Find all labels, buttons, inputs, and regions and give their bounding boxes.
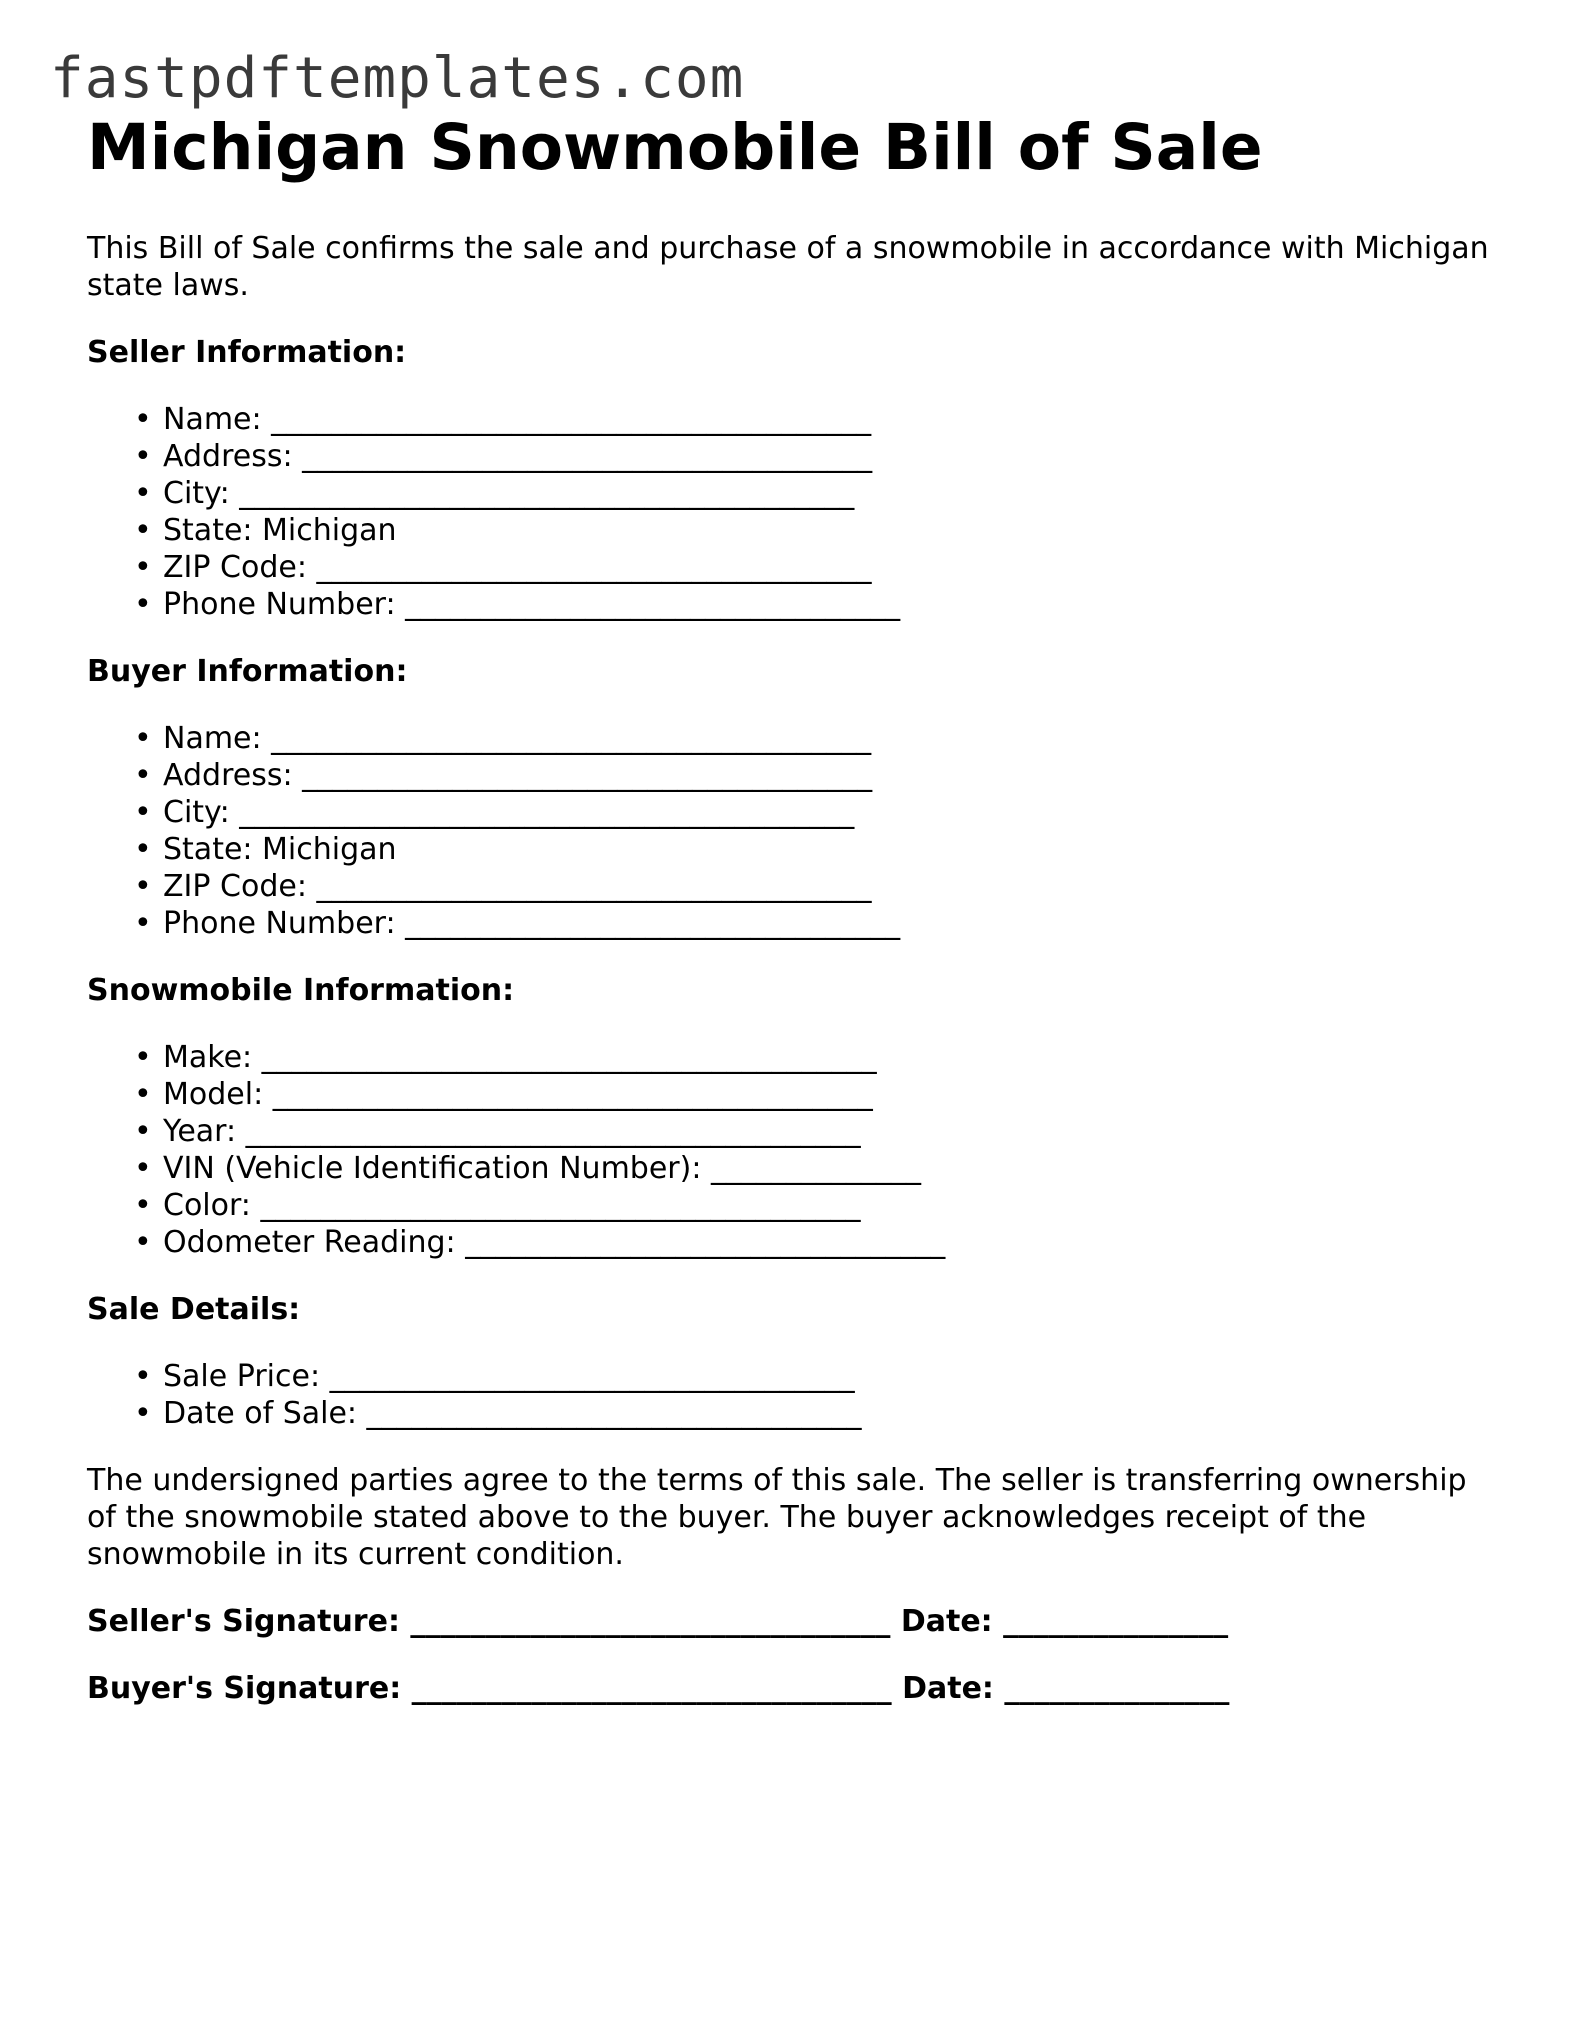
snowmobile-model-field[interactable]: • Model: ________________________________________ [134, 1077, 873, 1112]
bullet: • [134, 439, 152, 474]
buyer-field-list [87, 720, 1507, 942]
buyer-zip-field[interactable]: • ZIP Code: _____________________________________ [134, 869, 872, 904]
sale-field-list [87, 1358, 1507, 1432]
bullet: • [134, 1188, 152, 1223]
buyer-signature-line[interactable]: Buyer's Signature: ________________________________ Date: _______________ [87, 1671, 1230, 1706]
seller-phone-field[interactable]: • Phone Number: _________________________________ [134, 587, 901, 622]
bullet: • [134, 476, 152, 511]
seller-state-field: • State: Michigan [134, 513, 397, 548]
seller-city-field[interactable]: • City: _________________________________________ [134, 476, 855, 511]
buyer-city-field[interactable]: • City: _________________________________________ [134, 795, 855, 830]
bullet: • [134, 1151, 152, 1186]
snowmobile-color-field[interactable]: • Color: ________________________________________ [134, 1188, 861, 1223]
buyer-state-field: • State: Michigan [134, 832, 397, 867]
bullet: • [134, 869, 152, 904]
bullet: • [134, 795, 152, 830]
bullet: • [134, 1040, 152, 1075]
seller-name-field[interactable]: • Name: ________________________________________ [134, 402, 872, 437]
buyer-section-heading: Buyer Information: [87, 654, 408, 689]
bullet: • [134, 721, 152, 756]
document-title: Michigan Snowmobile Bill of Sale [87, 111, 1263, 184]
snowmobile-make-field[interactable]: • Make: _________________________________________ [134, 1040, 877, 1075]
seller-address-field[interactable]: • Address: ______________________________________ [134, 439, 873, 474]
snowmobile-year-field[interactable]: • Year: _________________________________________ [134, 1114, 861, 1149]
bullet: • [134, 758, 152, 793]
watermark: fastpdftemplates.com [50, 46, 745, 111]
bullet: • [134, 906, 152, 941]
intro-paragraph: This Bill of Sale confirms the sale and purchase of a snowmobile in accordance with Michigan state laws. [87, 231, 1489, 303]
snowmobile-section-heading: Snowmobile Information: [87, 973, 515, 1008]
seller-section-heading: Seller Information: [87, 335, 407, 370]
bullet: • [134, 1225, 152, 1260]
snowmobile-field-list [87, 1039, 1507, 1261]
document-page [87, 108, 1507, 1707]
buyer-name-field[interactable]: • Name: ________________________________________ [134, 721, 872, 756]
bullet: • [134, 1396, 152, 1431]
bullet: • [134, 1114, 152, 1149]
bullet: • [134, 550, 152, 585]
buyer-address-field[interactable]: • Address: ______________________________________ [134, 758, 873, 793]
sale-date-field[interactable]: • Date of Sale: _________________________________ [134, 1396, 862, 1431]
seller-zip-field[interactable]: • ZIP Code: _____________________________________ [134, 550, 872, 585]
bullet: • [134, 513, 152, 548]
seller-field-list [87, 401, 1507, 623]
sale-section-heading: Sale Details: [87, 1292, 301, 1327]
seller-signature-line[interactable]: Seller's Signature: ________________________________ Date: _______________ [87, 1604, 1229, 1639]
closing-paragraph: The undersigned parties agree to the terms of this sale. The seller is transferring ownership of the snowmobile stated above to the buyer. The buyer acknowledges receipt of the snowmobile in its current condition. [87, 1463, 1467, 1572]
snowmobile-odometer-field[interactable]: • Odometer Reading: ________________________________ [134, 1225, 946, 1260]
bullet: • [134, 587, 152, 622]
bullet: • [134, 402, 152, 437]
snowmobile-vin-field[interactable]: • VIN (Vehicle Identification Number): ______________ [134, 1151, 921, 1186]
sale-price-field[interactable]: • Sale Price: ___________________________________ [134, 1359, 855, 1394]
bullet: • [134, 1077, 152, 1112]
bullet: • [134, 832, 152, 867]
bullet: • [134, 1359, 152, 1394]
buyer-phone-field[interactable]: • Phone Number: _________________________________ [134, 906, 901, 941]
